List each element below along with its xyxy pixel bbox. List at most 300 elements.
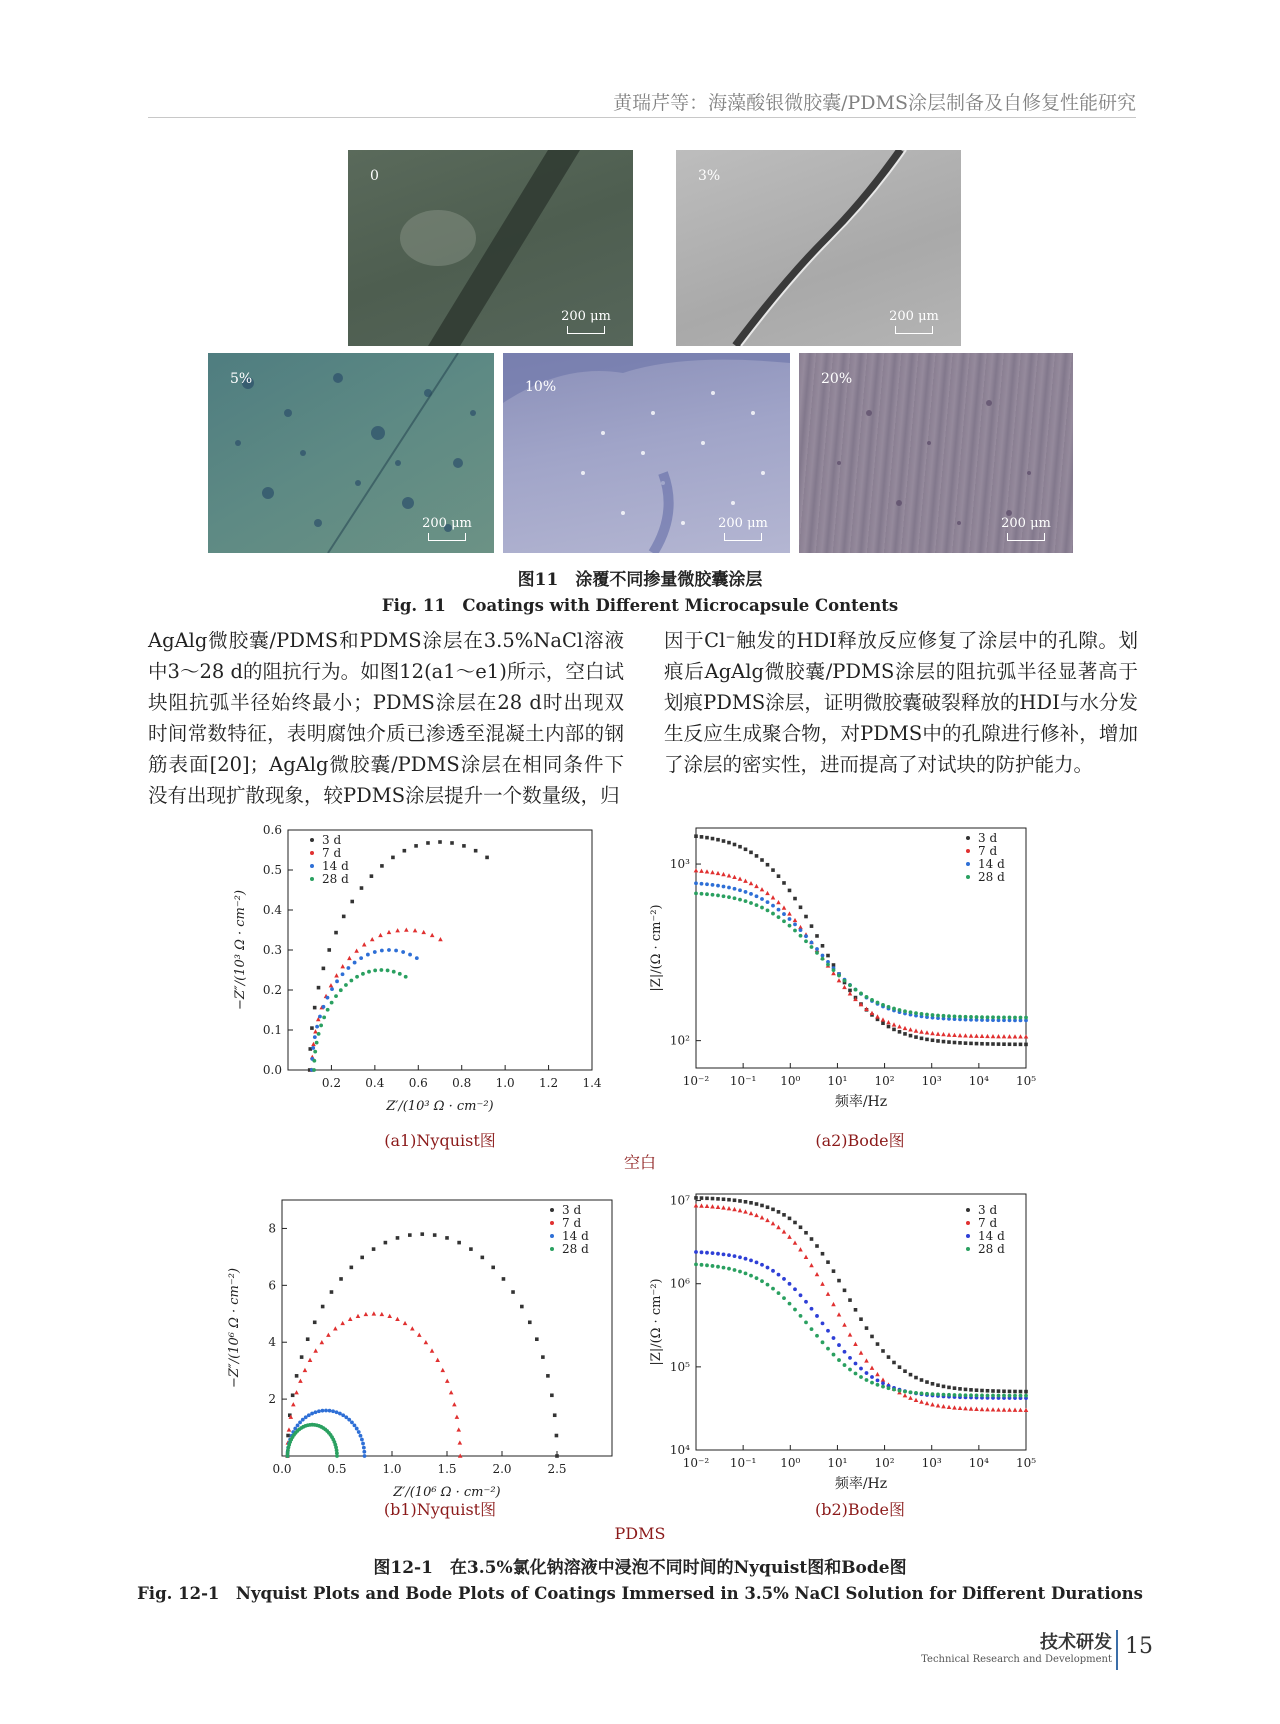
- data-point: [700, 1250, 704, 1254]
- data-point: [793, 1308, 797, 1312]
- data-point: [931, 1038, 935, 1042]
- data-point: [947, 1393, 951, 1397]
- data-point: [1019, 1016, 1023, 1020]
- data-point: [853, 1342, 858, 1346]
- data-point: [754, 1213, 759, 1217]
- data-point: [350, 900, 354, 904]
- data-point: [799, 1293, 803, 1297]
- data-point: [749, 892, 753, 896]
- data-point: [340, 1321, 345, 1325]
- data-point: [387, 930, 392, 934]
- data-point: [313, 1006, 317, 1010]
- data-point: [969, 1033, 974, 1037]
- data-point: [535, 1337, 539, 1341]
- data-point: [705, 1204, 710, 1208]
- data-point: [694, 1196, 698, 1200]
- data-point: [330, 1290, 334, 1294]
- data-point: [854, 1362, 858, 1366]
- data-point: [321, 1305, 325, 1309]
- data-point: [733, 1198, 737, 1202]
- data-point: [438, 840, 442, 844]
- legend-marker: [550, 1234, 554, 1238]
- data-point: [722, 1252, 726, 1256]
- data-point: [986, 1042, 990, 1046]
- legend-marker: [550, 1221, 554, 1225]
- data-point: [760, 887, 765, 891]
- data-point: [815, 1314, 819, 1318]
- data-point: [1024, 1043, 1028, 1047]
- data-point: [909, 1390, 913, 1394]
- data-point: [401, 950, 405, 954]
- data-point: [711, 1197, 715, 1201]
- data-point: [485, 856, 489, 860]
- x-tick-label: 0.6: [408, 1076, 428, 1090]
- data-point: [942, 1014, 946, 1018]
- data-point: [699, 869, 704, 873]
- data-point: [699, 1203, 704, 1207]
- data-point: [903, 1390, 907, 1394]
- y-tick-label: 0.5: [262, 863, 282, 877]
- data-point: [980, 1015, 984, 1019]
- data-point: [903, 1369, 907, 1373]
- legend-marker: [966, 1247, 970, 1251]
- legend-marker: [310, 877, 314, 881]
- data-point: [347, 956, 352, 960]
- data-point: [733, 896, 737, 900]
- data-point: [760, 897, 764, 901]
- data-point: [317, 986, 321, 990]
- body-text-right: 因于Cl⁻触发的HDI释放反应修复了涂层中的孔隙。划痕后AgAlg微胶囊/PDMS涂层的阻抗弧半径显著高于划痕PDMS涂层，证明微胶囊破裂释放的HDI与水分发生反应生成聚合物，对PDMS中的孔隙进行修补，增加了涂层的密实性，进而提高了对试块的防护能力。: [664, 629, 1138, 776]
- data-point: [287, 1427, 292, 1431]
- data-point: [975, 1388, 979, 1392]
- data-point: [953, 1386, 957, 1390]
- data-point: [738, 1208, 743, 1212]
- data-point: [881, 1377, 886, 1381]
- data-point: [793, 929, 797, 933]
- legend-marker: [966, 875, 970, 879]
- legend-marker: [966, 849, 970, 853]
- data-point: [865, 1378, 869, 1382]
- data-point: [445, 1236, 449, 1240]
- data-point: [387, 948, 391, 952]
- legend-marker: [310, 851, 314, 855]
- data-point: [887, 1355, 891, 1359]
- data-point: [716, 1205, 721, 1209]
- data-point: [870, 1375, 874, 1379]
- data-point: [821, 954, 825, 958]
- data-point: [964, 1393, 968, 1397]
- data-point: [312, 1068, 316, 1072]
- subcaption-a1: (a1)Nyquist图: [384, 1131, 496, 1150]
- data-point: [788, 924, 792, 928]
- data-point: [837, 978, 842, 982]
- data-point: [335, 979, 339, 983]
- data-point: [876, 1342, 880, 1346]
- data-point: [415, 956, 419, 960]
- data-point: [936, 1383, 940, 1387]
- data-point: [457, 1241, 461, 1245]
- data-point: [986, 1389, 990, 1393]
- data-point: [335, 1454, 339, 1458]
- data-point: [324, 1409, 328, 1413]
- data-point: [366, 953, 370, 957]
- data-point: [694, 881, 698, 885]
- y-axis-label: −Z″/(10³ Ω · cm⁻²): [233, 889, 248, 1011]
- data-point: [1019, 1394, 1023, 1398]
- data-point: [722, 885, 726, 889]
- data-point: [799, 1314, 803, 1318]
- data-point: [997, 1042, 1001, 1046]
- data-point: [859, 1317, 863, 1321]
- data-point: [340, 964, 345, 968]
- y-tick-label: 10⁶: [669, 1276, 690, 1291]
- scale-bar: 200 μm: [418, 516, 476, 541]
- data-point: [291, 1393, 295, 1397]
- data-point: [722, 894, 726, 898]
- data-point: [782, 881, 786, 885]
- data-point: [716, 894, 720, 898]
- chart-b1: [212, 1188, 632, 1498]
- x-tick-label: 10⁵: [1015, 1456, 1037, 1470]
- data-point: [716, 1197, 720, 1201]
- data-point: [727, 1267, 731, 1271]
- data-point: [832, 1269, 836, 1273]
- y-tick-label: 0.6: [262, 823, 282, 837]
- data-point: [810, 1307, 814, 1311]
- x-tick-label: 1.2: [539, 1076, 559, 1090]
- data-point: [313, 1348, 318, 1352]
- data-point: [832, 1353, 836, 1357]
- data-point: [941, 1032, 946, 1036]
- data-point: [1013, 1034, 1018, 1038]
- data-point: [821, 1321, 825, 1325]
- data-point: [502, 1277, 506, 1281]
- group-label-pdms: PDMS: [614, 1524, 666, 1543]
- data-point: [870, 1366, 875, 1370]
- data-point: [315, 1025, 319, 1029]
- data-point: [294, 1390, 299, 1394]
- legend-label: 3 d: [978, 1203, 998, 1217]
- data-point: [449, 1390, 454, 1394]
- data-point: [848, 1298, 852, 1302]
- legend-label: 7 d: [978, 844, 998, 858]
- data-point: [787, 1235, 792, 1239]
- data-point: [721, 1205, 726, 1209]
- data-point: [320, 1340, 325, 1344]
- data-point: [313, 1035, 317, 1039]
- legend-label: 28 d: [978, 870, 1005, 884]
- data-point: [914, 1391, 918, 1395]
- data-point: [986, 1015, 990, 1019]
- data-point: [820, 1282, 825, 1286]
- data-point: [969, 1015, 973, 1019]
- data-point: [339, 1277, 343, 1281]
- micrograph-0: [348, 150, 633, 346]
- data-point: [356, 1314, 361, 1318]
- legend-label: 3 d: [978, 831, 998, 845]
- data-point: [821, 1252, 825, 1256]
- data-point: [360, 1256, 364, 1260]
- data-point: [843, 1363, 847, 1367]
- data-point: [755, 903, 759, 907]
- data-point: [700, 1196, 704, 1200]
- data-point: [985, 1034, 990, 1038]
- data-point: [991, 1042, 995, 1046]
- data-point: [755, 854, 759, 858]
- data-point: [474, 849, 478, 853]
- y-tick-label: 10⁷: [669, 1193, 690, 1208]
- data-point: [308, 1358, 313, 1362]
- y-tick-label: 0.1: [262, 1023, 282, 1037]
- legend-marker: [966, 862, 970, 866]
- data-point: [520, 1305, 524, 1309]
- data-point: [865, 1326, 869, 1330]
- data-point: [991, 1394, 995, 1398]
- data-point: [892, 1007, 896, 1011]
- data-point: [975, 1393, 979, 1397]
- data-point: [936, 1039, 940, 1043]
- data-point: [716, 1265, 720, 1269]
- x-axis-label: 频率/Hz: [834, 1094, 888, 1110]
- data-point: [766, 908, 770, 912]
- data-point: [339, 988, 343, 992]
- data-point: [925, 1380, 929, 1384]
- data-point: [322, 967, 326, 971]
- legend-marker: [550, 1208, 554, 1212]
- data-point: [313, 1050, 317, 1054]
- x-tick-label: 10⁰: [780, 1074, 801, 1088]
- data-point: [321, 1409, 325, 1413]
- data-point: [1018, 1034, 1023, 1038]
- micrograph-3pct: [676, 150, 961, 346]
- data-point: [341, 1413, 345, 1417]
- data-point: [854, 1372, 858, 1376]
- data-point: [364, 1312, 369, 1316]
- data-point: [892, 1028, 896, 1032]
- data-point: [386, 969, 390, 973]
- data-point: [1002, 1015, 1006, 1019]
- x-tick-label: 10⁴: [968, 1074, 989, 1088]
- data-point: [996, 1034, 1001, 1038]
- y-tick-label: 10²: [669, 1033, 690, 1048]
- data-point: [771, 912, 775, 916]
- data-point: [986, 1394, 990, 1398]
- data-point: [1019, 1390, 1023, 1394]
- data-point: [947, 1014, 951, 1018]
- micrograph-5pct: [208, 353, 494, 553]
- data-point: [958, 1406, 963, 1410]
- data-point: [865, 1371, 869, 1375]
- data-point: [361, 972, 365, 976]
- data-point: [782, 1229, 787, 1233]
- data-point: [738, 876, 743, 880]
- data-point: [782, 919, 786, 923]
- data-point: [445, 1379, 450, 1383]
- y-tick-label: 10³: [669, 857, 690, 872]
- data-point: [925, 1030, 930, 1034]
- data-point: [1002, 1394, 1006, 1398]
- data-point: [815, 947, 819, 951]
- data-point: [963, 1033, 968, 1037]
- data-point: [804, 915, 808, 919]
- data-point: [329, 983, 334, 987]
- data-point: [963, 1406, 968, 1410]
- data-point: [985, 1407, 990, 1411]
- data-point: [1013, 1390, 1017, 1394]
- data-point: [700, 892, 704, 896]
- figure12-caption-en: Fig. 12-1 Nyquist Plots and Bode Plots of Coatings Immersed in 3.5% NaCl Solution for Different Durations: [137, 1584, 1143, 1603]
- chart-b2: [640, 1186, 1040, 1492]
- data-point: [919, 1029, 924, 1033]
- data-point: [914, 1035, 918, 1039]
- y-tick-label: 10⁴: [669, 1443, 690, 1457]
- data-point: [799, 905, 803, 909]
- y-tick-label: 10⁵: [669, 1359, 690, 1374]
- data-point: [403, 1321, 408, 1325]
- data-point: [969, 1042, 973, 1046]
- data-point: [555, 1454, 559, 1458]
- data-point: [854, 1308, 858, 1312]
- data-point: [455, 1415, 460, 1419]
- data-point: [743, 879, 748, 883]
- data-point: [881, 1381, 885, 1385]
- data-point: [958, 1041, 962, 1045]
- data-point: [810, 1237, 814, 1241]
- x-tick-label: 0.4: [365, 1076, 385, 1090]
- data-point: [333, 1326, 338, 1330]
- data-point: [705, 1263, 709, 1267]
- data-point: [370, 937, 375, 941]
- x-tick-label: 2.5: [547, 1462, 567, 1476]
- data-point: [1018, 1408, 1023, 1412]
- data-point: [777, 915, 781, 919]
- data-point: [908, 1396, 913, 1400]
- data-point: [903, 1393, 908, 1397]
- data-point: [810, 945, 814, 949]
- data-point: [733, 843, 737, 847]
- data-point: [958, 1033, 963, 1037]
- data-point: [348, 1317, 353, 1321]
- data-point: [749, 1211, 754, 1215]
- data-point: [711, 1251, 715, 1255]
- data-point: [975, 1015, 979, 1019]
- data-point: [953, 1041, 957, 1045]
- data-point: [930, 1402, 935, 1406]
- data-point: [788, 917, 792, 921]
- data-point: [997, 1394, 1001, 1398]
- data-point: [733, 1254, 737, 1258]
- data-point: [700, 1263, 704, 1267]
- x-tick-label: 0.0: [272, 1462, 292, 1476]
- data-point: [738, 888, 742, 892]
- data-point: [1024, 1034, 1029, 1038]
- y-axis-label: |Z|/(Ω · cm⁻²): [649, 904, 664, 992]
- x-tick-label: 10¹: [827, 1074, 848, 1088]
- data-point: [842, 1322, 847, 1326]
- data-point: [334, 973, 339, 977]
- data-point: [458, 1440, 463, 1444]
- data-point: [920, 1037, 924, 1041]
- data-point: [749, 1258, 753, 1262]
- data-point: [462, 844, 466, 848]
- data-point: [322, 1005, 326, 1009]
- legend-label: 7 d: [978, 1216, 998, 1230]
- data-point: [826, 1260, 830, 1264]
- x-tick-label: 10⁵: [1015, 1074, 1037, 1088]
- data-point: [898, 1008, 902, 1012]
- data-point: [749, 1201, 753, 1205]
- legend-marker: [966, 1221, 970, 1225]
- data-point: [765, 1218, 770, 1222]
- data-point: [771, 868, 775, 872]
- data-point: [832, 968, 836, 972]
- data-point: [798, 1247, 803, 1251]
- data-point: [317, 1409, 321, 1413]
- data-point: [810, 941, 814, 945]
- data-point: [694, 1263, 698, 1267]
- data-point: [430, 1348, 435, 1352]
- legend-marker: [310, 864, 314, 868]
- x-tick-label: 1.4: [582, 1076, 602, 1090]
- data-point: [980, 1407, 985, 1411]
- data-point: [738, 845, 742, 849]
- legend-label: 14 d: [978, 1229, 1005, 1243]
- data-point: [799, 1225, 803, 1229]
- data-point: [362, 942, 367, 946]
- data-point: [738, 1255, 742, 1259]
- subcaption-a2: (a2)Bode图: [815, 1131, 905, 1150]
- data-point: [749, 881, 754, 885]
- footer-section-title: 技术研发: [1040, 1632, 1112, 1653]
- data-point: [396, 1236, 400, 1240]
- data-point: [892, 1388, 896, 1392]
- data-point: [331, 1409, 335, 1413]
- data-point: [387, 1314, 392, 1318]
- data-point: [936, 1014, 940, 1018]
- data-point: [354, 948, 359, 952]
- data-point: [964, 1388, 968, 1392]
- data-point: [395, 1317, 400, 1321]
- data-point: [914, 1011, 918, 1015]
- data-point: [694, 891, 698, 895]
- y-tick-label: 8: [268, 1221, 276, 1236]
- data-point: [804, 1321, 808, 1325]
- data-point: [947, 1386, 951, 1390]
- data-point: [417, 1333, 422, 1337]
- data-point: [384, 1241, 388, 1245]
- x-tick-label: 10²: [874, 1074, 895, 1088]
- data-point: [870, 1381, 874, 1385]
- y-tick-label: 4: [268, 1335, 276, 1350]
- chart-a2: [640, 820, 1040, 1120]
- data-point: [887, 1386, 891, 1390]
- data-point: [317, 1032, 321, 1036]
- data-point: [481, 1256, 485, 1260]
- data-point: [344, 983, 348, 987]
- data-point: [765, 891, 770, 895]
- data-point: [342, 915, 346, 919]
- data-point: [997, 1015, 1001, 1019]
- data-point: [788, 1282, 792, 1286]
- data-point: [355, 975, 359, 979]
- legend-label: 3 d: [322, 833, 342, 847]
- data-point: [766, 900, 770, 904]
- data-point: [370, 874, 374, 878]
- data-point: [310, 1412, 314, 1416]
- data-point: [903, 1026, 908, 1030]
- data-point: [788, 889, 792, 893]
- data-point: [456, 1427, 461, 1431]
